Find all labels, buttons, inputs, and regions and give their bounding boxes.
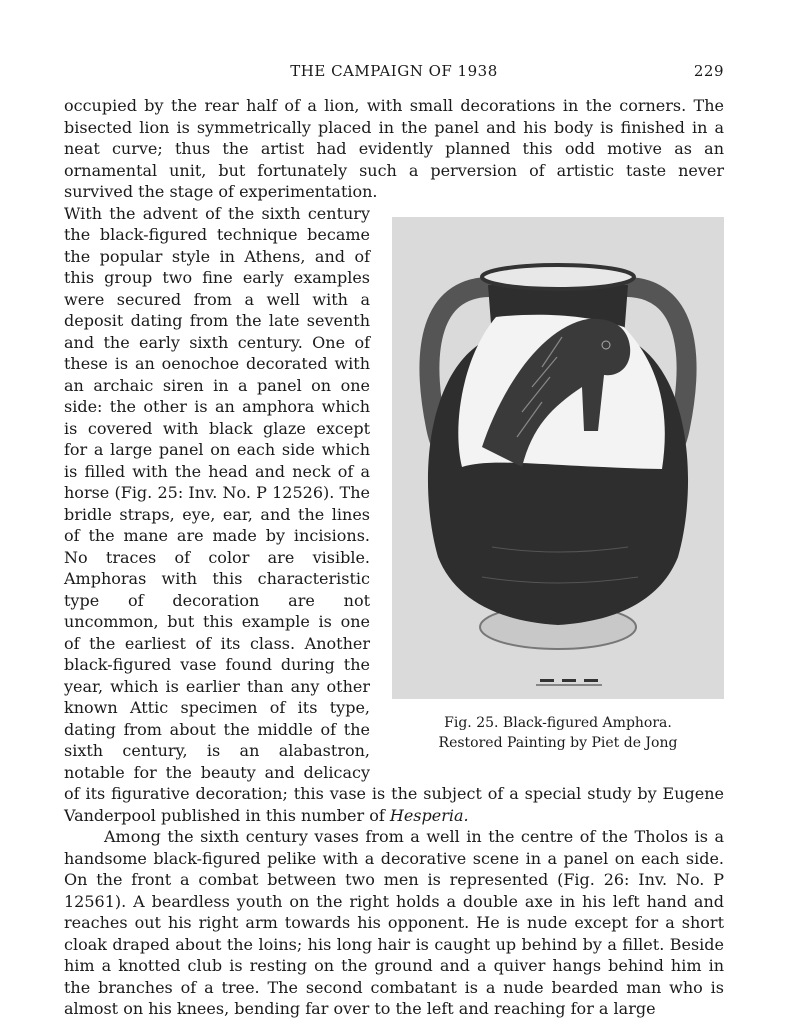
paragraph-3: Among the sixth century vases from a well in the centre of the Tholos is a handsome black-figured pelike with a decorative scene in a panel on each side. On the front a combat between two men is represented (Fig. 26: Inv. No. P 12561). A beardless youth on the right holds a double axe in his left hand and reaches out his right arm towards his opponent. He is nude except for a short cloak draped about the loins; his long hair is caught up behind by a fillet. Beside him a knotted club is resting on the ground and a quiver hangs behind him in the branches of a tree. The second combatant is a nude bearded man who is almost on his knees, bending far over to the left and reaching for a large (64, 827, 724, 1018)
journal-title: Hesperia. (389, 805, 469, 825)
caption-line-1: Fig. 25. Black-figured Amphora. (444, 714, 672, 731)
page-number: 229 (693, 62, 724, 80)
caption-line-2: Restored Painting by Piet de Jong (438, 734, 678, 751)
paragraph-2-text: With the advent of the sixth century the black-figured technique became the popular style in Athens, and of this group two fine early examples were secured from a well with a deposit dating from the late seventh and the early sixth century. One of these is an oenochoe decorated with an archaic siren in a panel on one side: the other is an amphora which is covered with black glaze except for a large panel on each side which is filled with the head and neck of a horse (Fig. 25: Inv. No. P 12526). The bridle straps, eye, ear, and the lines of the mane are made by incisions. No traces of color are visible. Amphoras with this characteristic type of decoration are not uncommon, but this example is one of the earliest of its class. Another black-figured vase found during the year, which is earlier than any other known Attic specimen of its type, dating from about the middle of the sixth century, is an alabastron, notable for the beauty and delicacy of its figurative decoration; this vase is the subject of a special study by Eugene Vanderpool published in this number of (64, 203, 724, 825)
figure-25 (384, 217, 724, 765)
page-header (64, 62, 724, 84)
body-text (64, 95, 724, 1020)
amphora-illustration (392, 217, 724, 699)
amphora-photo (392, 217, 724, 699)
running-head: THE CAMPAIGN OF 1938 (290, 62, 498, 80)
figure-caption (392, 713, 724, 753)
paragraph-1: occupied by the rear half of a lion, with small decorations in the corners. The bisected lion is symmetrically placed in the panel and his body is finished in a neat curve; thus the artist had evidently planned this odd motive as an ornamental unit, but fortunately such a perversion of artistic taste never survived the stage of experimentation. (64, 96, 724, 201)
